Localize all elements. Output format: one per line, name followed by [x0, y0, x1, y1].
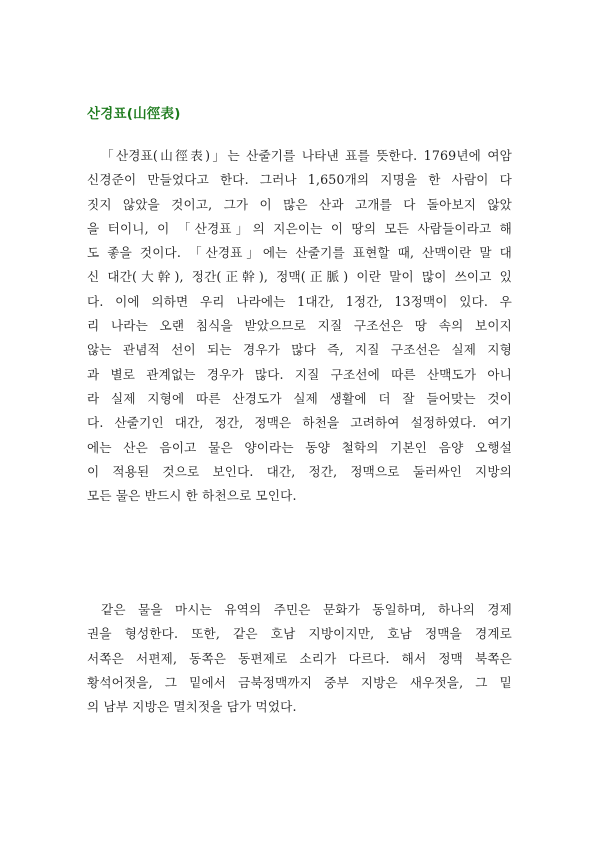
text-line: 모든 물은 반드시 한 하천으로 모인다. [87, 488, 297, 504]
text-line: 리 나라는 오랜 침식을 받았으므로 지질 구조선은 땅 속의 보이지 [87, 318, 512, 334]
section-heading: 산경표(山徑表) [87, 106, 181, 122]
text-line: 짓지 않았을 것이고, 그가 이 많은 산과 고개를 다 돌아보지 않았 [87, 196, 512, 212]
text-line: 라 실제 지형에 따른 산경도가 실제 생활에 더 잘 들어맞는 것이 [87, 390, 512, 406]
text-line: 권을 형성한다. 또한, 같은 호남 지방이지만, 호남 정맥을 경계로 [87, 626, 512, 642]
body-paragraph-2 [87, 598, 512, 719]
text-line: 같은 물을 마시는 유역의 주민은 문화가 동일하며, 하나의 경제 [101, 602, 512, 617]
text-line: 과 별로 관계없는 경우가 많다. 지질 구조선에 따른 산맥도가 아니 [87, 366, 512, 382]
text-line: 다. 산줄기인 대간, 정간, 정맥은 하천을 고려하여 설정하였다. 여기 [87, 415, 512, 431]
text-line: 에는 산은 음이고 물은 양이라는 동양 철학의 기본인 음양 오행설 [87, 439, 512, 455]
text-line: 을 터이니, 이 「산경표」의 지은이는 이 땅의 모든 사람들이라고 해 [87, 220, 512, 236]
text-line: 서쪽은 서편제, 동쪽은 동편제로 소리가 다르다. 해서 정맥 북쪽은 [87, 650, 512, 666]
text-line: 도 좋을 것이다. 「산경표」에는 산줄기를 표현할 때, 산맥이란 말 대 [87, 245, 512, 261]
text-line: 이 적용된 것으로 보인다. 대간, 정간, 정맥으로 둘러싸인 지방의 [87, 463, 512, 479]
body-paragraph-1 [87, 144, 512, 508]
text-line: 신경준이 만들었다고 한다. 그러나 1,650개의 지명을 한 사람이 다 [87, 172, 512, 188]
text-line: 않는 관념적 선이 되는 경우가 많다 즉, 지질 구조선은 실제 지형 [87, 342, 512, 358]
text-line: 「산경표(山徑表)」는 산줄기를 나타낸 표를 뜻한다. 1769년에 여암 [101, 148, 512, 163]
text-line: 신 대간(大幹), 정간(正幹), 정맥(正脈) 이란 말이 많이 쓰이고 있 [87, 269, 512, 285]
text-line: 다. 이에 의하면 우리 나라에는 1대간, 1정간, 13정맥이 있다. 우 [87, 293, 512, 309]
text-line: 의 남부 지방은 멸치젓을 담가 먹었다. [87, 699, 297, 715]
text-line: 황석어젓을, 그 밑에서 금북정맥까지 중부 지방은 새우젓을, 그 밑 [87, 674, 512, 690]
